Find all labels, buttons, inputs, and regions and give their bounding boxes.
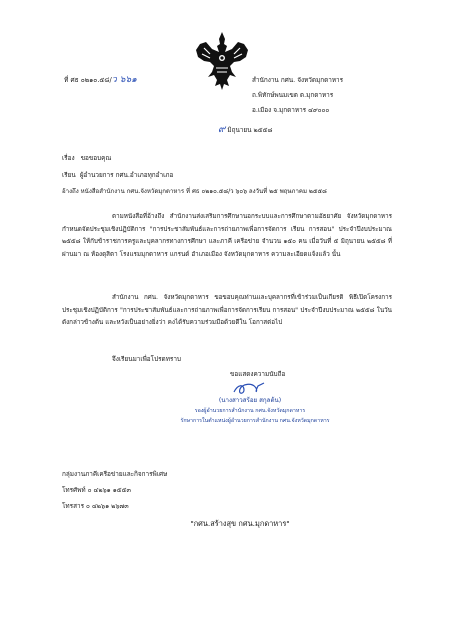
document-number-handwritten: ว ๖๖๑ — [111, 75, 137, 85]
letter-date — [218, 126, 272, 134]
reference-line: อ้างถึง หนังสือสำนักงาน กศน.จังหวัดมุกดาหาร ที่ ศธ ๐๒๑๐.๕๘/ว ๖๐๖ ลงวันที่ ๒๕ พฤษภาคม ๒๕๕๘ — [62, 188, 327, 195]
office-name: สำนักงาน กศน. จังหวัดมุกดาหาร — [252, 76, 344, 84]
closing-line: จึงเรียนมาเพื่อโปรดทราบ — [112, 355, 181, 363]
body-paragraph-1: ตามหนังสือที่อ้างถึง สำนักงานส่งเสริมการศึกษานอกระบบและการศึกษาตามอัธยาศัย จังหวัดมุกดาหาร กำหนดจัดประชุมเชิงปฏิบัติการ "การประชาสัมพันธ์และการถ่ายภาพเพื่อการจัดการ เรียน การสอน" ประจำปีงบประมาณ ๒๕๕๘ ให้กับข้าราชการครูและบุคลากรทางการศึกษา และภาคี เครือข่าย จำนวน ๑๕๐ คน เมื่อวันที่ ๕ มิถุนายน ๒๕๕๘ ที่ผ่านมา ณ ห้องดุสิตา โรงแรมมุกดาหาร แกรนด์ อำเภอเมือง จังหวัดมุกดาหาร ความละเอียดแจ้งแล้ว นั้น — [62, 213, 392, 258]
recipient-text: ผู้อำนวยการ กศน.อำเภอทุกอำเภอ — [79, 171, 174, 179]
subject-label: เรื่อง — [62, 154, 75, 162]
signature-mark — [232, 380, 266, 398]
subject-line — [62, 154, 111, 162]
document-number-prefix: ที่ ศธ ๐๒๑๐.๕๘/ — [64, 76, 112, 84]
body-paragraph-2: สำนักงาน กศน. จังหวัดมุกดาหาร ขอขอบคุณท่านและบุคลากรที่เข้าร่วมเป็นเกียรติ พิธีเปิดโครงการประชุมเชิงปฏิบัติการ "การประชาสัมพันธ์และการถ่ายภาพเพื่อการจัดการเรียน การสอน" ประจำปีงบประมาณ ๒๕๕๘ ในวันดังกล่าวข้างต้น และหวังเป็นอย่างยิ่งว่า คงได้รับความร่วมมือด้วยดีใน โอกาสต่อไป — [62, 294, 392, 327]
date-day-handwritten: ๙ — [218, 124, 226, 135]
contact-department: กลุ่มงานภาคีเครือข่ายและกิจการพิเศษ — [62, 470, 168, 478]
date-month-year: มิถุนายน ๒๕๕๘ — [227, 126, 273, 134]
garuda-emblem-icon — [192, 30, 252, 92]
recipient-label: เรียน — [62, 171, 76, 179]
office-city: อ.เมือง จ.มุกดาหาร ๔๙๐๐๐ — [252, 106, 330, 114]
signatory-title-2: รักษาการในตำแหน่งผู้อำนวยการสำนักงาน กศน.จังหวัดมุกดาหาร — [180, 418, 330, 424]
contact-phone: โทรศัพท์ ๐ ๔๒๖๑ ๑๕๕๓ — [62, 486, 131, 494]
closing-salutation: ขอแสดงความนับถือ — [230, 370, 286, 378]
office-street: ถ.พิทักษ์พนมเขต ต.มุกดาหาร — [252, 91, 334, 99]
document-number — [64, 76, 137, 84]
signatory-name: (นางสาวสร้อย สกุลต้น) — [218, 397, 282, 404]
recipient-line — [62, 171, 173, 179]
contact-fax: โทรสาร ๐ ๔๒๖๑ ๒๖๗๓ — [62, 502, 129, 510]
slogan: "กศน.สร้างสุข กศน.มุกดาหาร" — [190, 519, 290, 528]
subject-text: ขอขอบคุณ — [80, 154, 112, 162]
signatory-title-1: รองผู้อำนวยการสำนักงาน กศน.จังหวัดมุกดาหาร — [194, 408, 306, 414]
